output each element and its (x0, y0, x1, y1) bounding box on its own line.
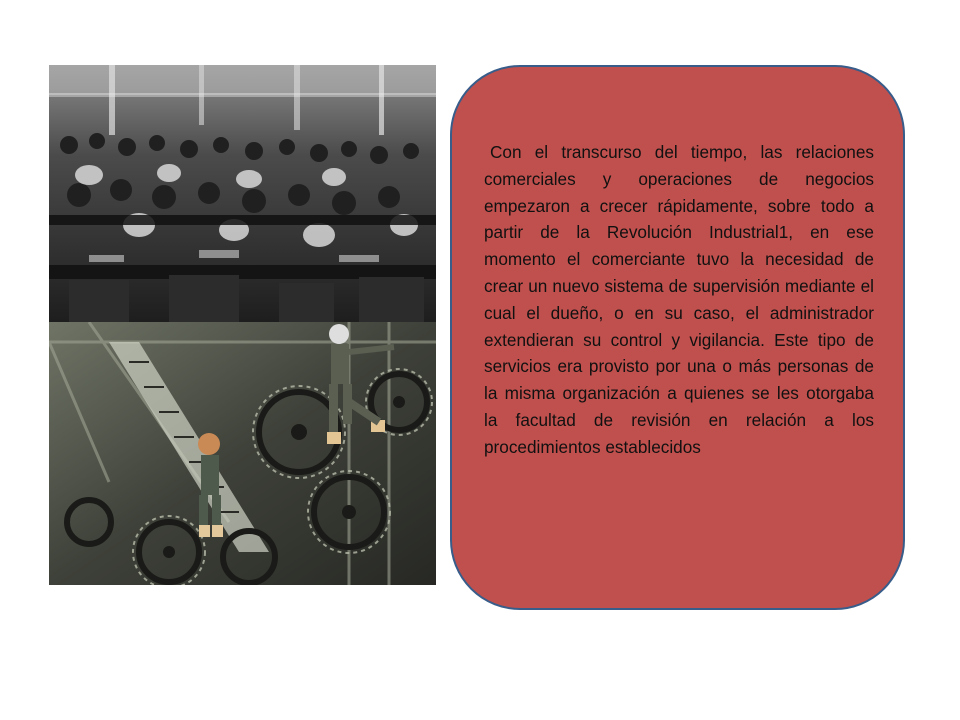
factory-workers-photo (49, 65, 436, 322)
text-panel (450, 65, 905, 610)
machinery-gears-photo (49, 322, 436, 585)
panel-paragraph: Con el transcurso del tiempo, las relaciones comerciales y operaciones de negocios empezaron a crecer rápidamente, sobre todo a partir de la Revolución Industrial1, en ese momento el comerciante tuvo la necesidad de crear un nuevo sistema de supervisión mediante el cual el dueño, o en su caso, el administrador extendieran su control y vigilancia. Este tipo de servicios era provisto por una o más personas de la misma organización a quienes se les otorgaba la facultad de revisión en relación a los procedimientos establecidos (484, 142, 874, 457)
